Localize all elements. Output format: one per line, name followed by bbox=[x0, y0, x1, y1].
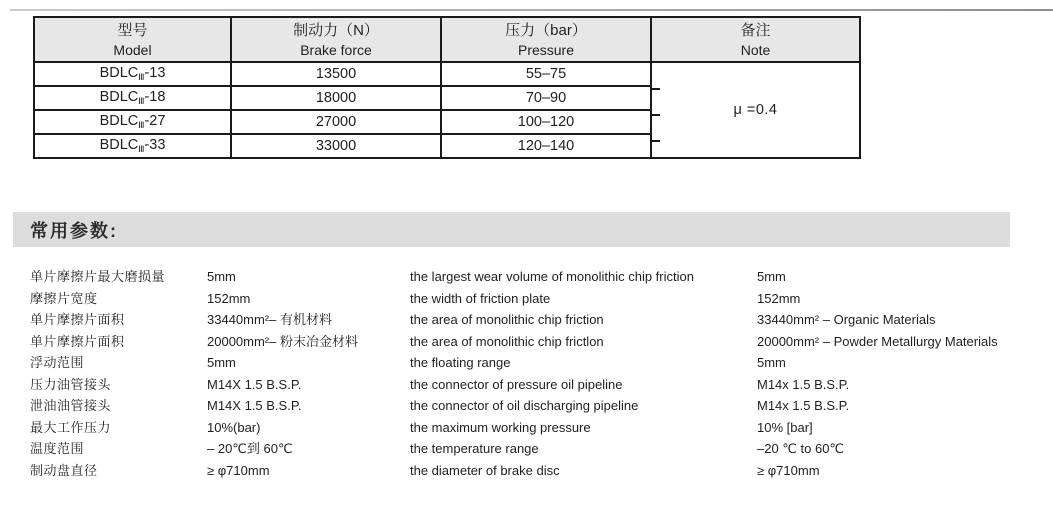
note-cell-line-stub bbox=[651, 140, 660, 142]
param-en-value: 152mm bbox=[757, 290, 801, 306]
param-zh-label: 压力油管接头 bbox=[30, 376, 112, 392]
model-cell bbox=[34, 134, 231, 158]
parameter-row bbox=[30, 288, 1046, 310]
param-en-value: M14x 1.5 B.S.P. bbox=[757, 398, 850, 413]
model-subscript: Ⅲ bbox=[138, 144, 145, 154]
brake-force-cell: 33000 bbox=[231, 134, 441, 158]
col-header-note bbox=[651, 17, 860, 62]
param-en-value: 5mm bbox=[757, 269, 786, 284]
model-text: $BDLC_Ⅲ-27$ bbox=[99, 113, 166, 130]
param-en-value: 10% [bar] bbox=[757, 419, 813, 435]
param-zh-label: 制动盘直径 bbox=[30, 462, 98, 478]
param-en-value: 5mm bbox=[757, 355, 786, 370]
col-header-note-zh: 备注 bbox=[740, 21, 771, 39]
param-zh-label: 温度范围 bbox=[30, 441, 85, 456]
pressure-cell: 100–120 bbox=[441, 110, 651, 134]
param-zh-label: 最大工作压力 bbox=[30, 419, 112, 435]
param-en-label: the connector of pressure oil pipeline bbox=[410, 376, 623, 392]
col-header-brake-force-zh: 制动力（N） bbox=[293, 21, 379, 39]
parameter-row bbox=[30, 352, 1046, 374]
param-en-value: M14x 1.5 B.S.P. bbox=[757, 376, 850, 392]
parameter-row bbox=[30, 417, 1046, 439]
parameters-list bbox=[30, 266, 1046, 481]
model-subscript: Ⅲ bbox=[138, 96, 145, 106]
spec-table bbox=[33, 16, 861, 159]
top-divider-line bbox=[10, 9, 1053, 11]
param-zh-value: 33440mm²– 有机材料 bbox=[207, 312, 332, 327]
param-zh-value: 10%(bar) bbox=[207, 419, 261, 435]
brake-force-cell: 13500 bbox=[231, 62, 441, 86]
model-text: $BDLC_Ⅲ-13$ bbox=[99, 65, 166, 82]
param-en-value: 33440mm² – Organic Materials bbox=[757, 312, 936, 327]
param-en-label: the width of friction plate bbox=[410, 290, 551, 306]
param-zh-label: 泄油油管接头 bbox=[30, 398, 112, 413]
parameter-row bbox=[30, 331, 1046, 353]
param-zh-label: 摩擦片宽度 bbox=[30, 290, 98, 306]
parameter-row bbox=[30, 266, 1046, 288]
model-cell bbox=[34, 62, 231, 86]
param-zh-value: ≥ φ710mm bbox=[207, 462, 270, 478]
param-en-label: the area of monolithic chip friction bbox=[410, 312, 604, 327]
col-header-model-en: Model bbox=[113, 41, 152, 58]
parameter-row bbox=[30, 309, 1046, 331]
col-header-brake-force-en: Brake force bbox=[300, 41, 372, 58]
param-en-label: the diameter of brake disc bbox=[410, 462, 560, 478]
param-en-label: the connector of oil discharging pipeline bbox=[410, 398, 639, 413]
param-en-value: –20 ℃ to 60℃ bbox=[757, 441, 845, 456]
pressure-cell: 55–75 bbox=[441, 62, 651, 86]
col-header-model-zh: 型号 bbox=[117, 21, 148, 39]
col-header-pressure-zh: 压力（bar） bbox=[505, 21, 587, 39]
table-row bbox=[34, 62, 860, 86]
param-zh-value: – 20℃到 60℃ bbox=[207, 441, 293, 456]
param-zh-label: 浮动范围 bbox=[30, 355, 85, 370]
model-subscript: Ⅲ bbox=[138, 120, 145, 130]
param-zh-value: 20000mm²– 粉末冶金材料 bbox=[207, 333, 358, 349]
col-header-pressure-en: Pressure bbox=[517, 41, 575, 58]
parameter-row bbox=[30, 438, 1046, 460]
parameter-row bbox=[30, 460, 1046, 482]
param-en-label: the area of monolithic chip frictlon bbox=[410, 333, 604, 349]
param-en-label: the floating range bbox=[410, 355, 511, 370]
col-header-pressure bbox=[441, 17, 651, 62]
brake-force-cell: 18000 bbox=[231, 86, 441, 110]
param-zh-value: 5mm bbox=[207, 269, 236, 284]
pressure-cell: 70–90 bbox=[441, 86, 651, 110]
col-header-brake-force bbox=[231, 17, 441, 62]
model-text: $BDLC_Ⅲ-33$ bbox=[99, 137, 166, 154]
param-en-value: 20000mm² – Powder Metallurgy Materials bbox=[757, 333, 998, 349]
param-zh-label: 单片摩擦片面积 bbox=[30, 312, 125, 327]
param-zh-value: 152mm bbox=[207, 290, 251, 306]
param-zh-value: 5mm bbox=[207, 355, 236, 370]
pressure-cell: 120–140 bbox=[441, 134, 651, 158]
parameter-row bbox=[30, 395, 1046, 417]
section-header-band bbox=[13, 212, 1010, 247]
header-row bbox=[34, 17, 860, 62]
param-zh-value: M14X 1.5 B.S.P. bbox=[207, 376, 302, 392]
note-cell-line-stub bbox=[651, 114, 660, 116]
note-cell: μ =0.4 bbox=[651, 62, 860, 158]
param-en-value: ≥ φ710mm bbox=[757, 462, 820, 478]
model-text: $BDLC_Ⅲ-18$ bbox=[99, 89, 166, 106]
param-zh-label: 单片摩擦片最大磨损量 bbox=[30, 269, 166, 284]
param-zh-label: 单片摩擦片面积 bbox=[30, 333, 125, 349]
param-en-label: the maximum working pressure bbox=[410, 419, 591, 435]
model-cell bbox=[34, 110, 231, 134]
param-zh-value: M14X 1.5 B.S.P. bbox=[207, 398, 302, 413]
parameter-row bbox=[30, 374, 1046, 396]
col-header-note-en: Note bbox=[740, 41, 771, 58]
model-cell bbox=[34, 86, 231, 110]
model-subscript: Ⅲ bbox=[138, 72, 145, 82]
col-header-model bbox=[34, 17, 231, 62]
section-title: 常用参数: bbox=[30, 220, 118, 241]
brake-force-cell: 27000 bbox=[231, 110, 441, 134]
spec-table-header bbox=[34, 17, 860, 62]
param-en-label: the temperature range bbox=[410, 441, 539, 456]
note-cell-line-stub bbox=[651, 88, 660, 90]
param-en-label: the largest wear volume of monolithic chip friction bbox=[410, 269, 694, 284]
